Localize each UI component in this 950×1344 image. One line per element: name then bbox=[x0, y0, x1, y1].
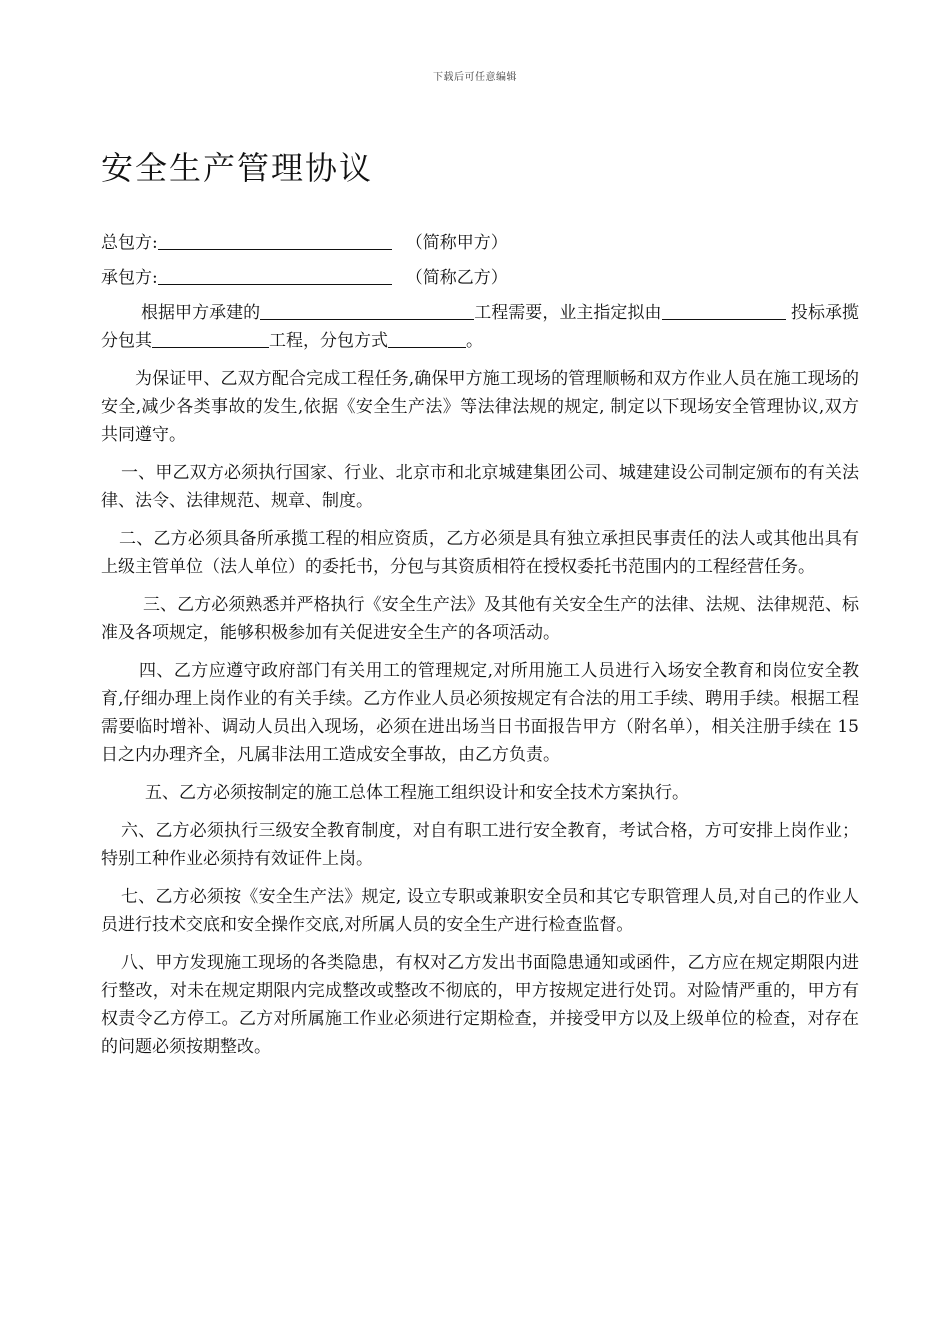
document-body bbox=[101, 229, 859, 1071]
subcontract-mode-blank bbox=[388, 331, 466, 348]
clause-6: 六、乙方必须执行三级安全教育制度，对自有职工进行安全教育，考试合格，方可安排上岗作业；特别工种作业必须持有效证件上岗。 bbox=[101, 821, 859, 869]
intro-paragraph bbox=[101, 299, 859, 355]
subcontractor-label: 承包方: bbox=[101, 268, 158, 288]
clause-5: 五、乙方必须按制定的施工总体工程施工组织设计和安全技术方案执行。 bbox=[145, 783, 689, 803]
clause-2: 二、乙方必须具备所承揽工程的相应资质，乙方必须是具有独立承担民事责任的法人或其他出具有上级主管单位（法人单位）的委托书，分包与其资质相符在授权委托书范围内的工程经营任务。 bbox=[101, 529, 859, 577]
general-contractor-note: （简称甲方） bbox=[405, 233, 508, 253]
intro-text-5: 。 bbox=[466, 331, 483, 351]
clause-1: 一、甲乙双方必须执行国家、行业、北京市和北京城建集团公司、城建建设公司制定颁布的有关法律、法令、法律规范、规章、制度。 bbox=[101, 463, 859, 511]
intro-text-3: 投标承揽分包其 bbox=[101, 303, 860, 351]
general-contractor-blank bbox=[158, 233, 392, 250]
subcontractor-note: （简称乙方） bbox=[405, 268, 508, 288]
preamble-paragraph: 为保证甲、乙双方配合完成工程任务,确保甲方施工现场的管理顺畅和双方作业人员在施工现场的安全,减少各类事故的发生,依据《安全生产法》等法律法规的规定, 制定以下现场安全管理协议,双方共同遵守。 bbox=[101, 369, 859, 445]
clause-7: 七、乙方必须按《安全生产法》规定, 设立专职或兼职安全员和其它专职管理人员,对自己的作业人员进行技术交底和安全操作交底,对所属人员的安全生产进行检查监督。 bbox=[101, 887, 859, 935]
subcontractor-line bbox=[101, 264, 859, 299]
general-contractor-label: 总包方: bbox=[101, 233, 158, 253]
intro-text-1: 根据甲方承建的 bbox=[141, 303, 261, 323]
header-note: 下载后可任意编辑 bbox=[433, 72, 517, 83]
clause-4: 四、乙方应遵守政府部门有关用工的管理规定,对所用施工人员进行入场安全教育和岗位安全教育,仔细办理上岗作业的有关手续。乙方作业人员必须按规定有合法的用工手续、聘用手续。根据工程需要临时增补、调动人员出入现场，必须在进出场当日书面报告甲方（附名单），相关注册手续在 15 日之内办理齐全，凡属非法用工造成安全事故，由乙方负责。 bbox=[101, 661, 859, 765]
general-contractor-line bbox=[101, 229, 859, 264]
intro-text-4: 工程，分包方式 bbox=[269, 331, 388, 351]
subcontractor-blank bbox=[158, 268, 392, 285]
intro-text-2: 工程需要，业主指定拟由 bbox=[474, 303, 662, 323]
clause-8: 八、甲方发现施工现场的各类隐患，有权对乙方发出书面隐患通知或函件，乙方应在规定期限内进行整改，对未在规定期限内完成整改或整改不彻底的，甲方按规定进行处罚。对险情严重的，甲方有权责令乙方停工。乙方对所属施工作业必须进行定期检查，并接受甲方以及上级单位的检查，对存在的问题必须按期整改。 bbox=[101, 953, 859, 1057]
project-name-blank bbox=[260, 303, 474, 320]
page-title: 安全生产管理协议 bbox=[101, 149, 374, 187]
subcontract-scope-blank bbox=[152, 331, 269, 348]
designated-bidder-blank bbox=[662, 303, 786, 320]
clause-3: 三、乙方必须熟悉并严格执行《安全生产法》及其他有关安全生产的法律、法规、法律规范、标准及各项规定，能够积极参加有关促进安全生产的各项活动。 bbox=[101, 595, 859, 643]
